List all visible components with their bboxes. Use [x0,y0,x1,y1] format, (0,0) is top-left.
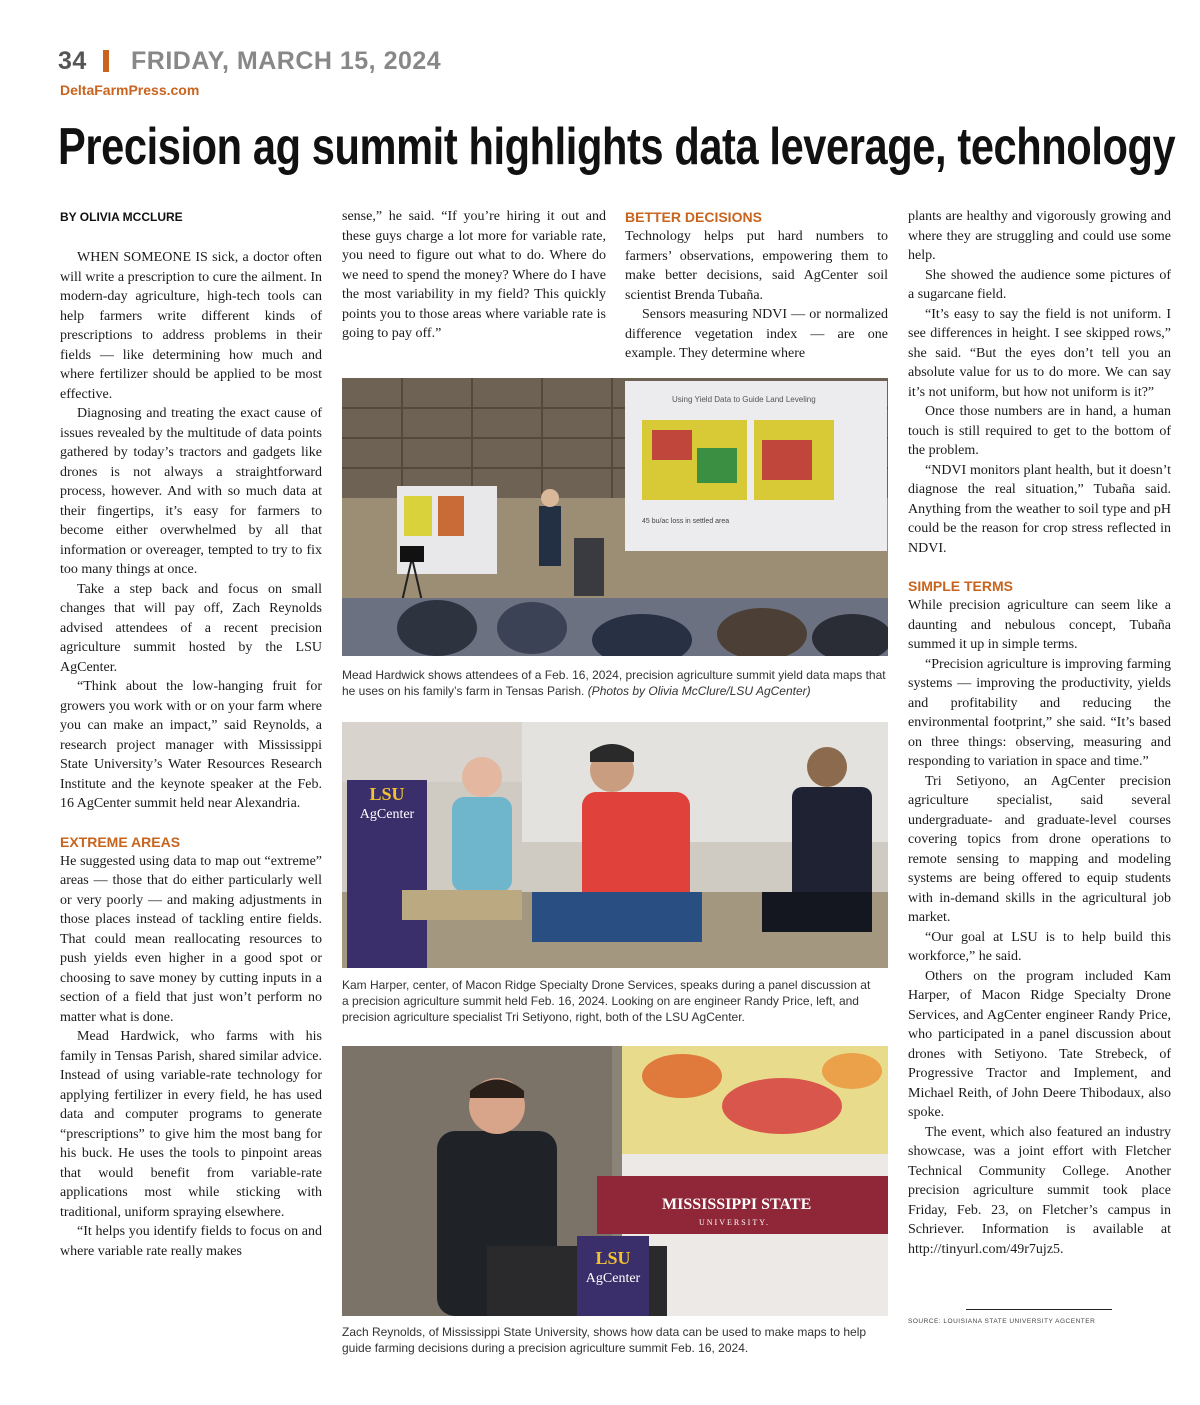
paragraph: “NDVI monitors plant health, but it doesn’t diagnose the real situation,” Tubaña said. Anything from the weather to soil type and pH could be the reason for crop stress reflected in NDVI. [908,462,1171,556]
paragraph: sense,” he said. “If you’re hiring it out and these guys charge a lot more for variable rate, you need to figure out what to do. Where do we need to spend the money? Where do I have the most variability in my field? This quickly points you to those areas where variable rate is going to pay off.” [342,209,606,341]
photo-keynote-speaker [342,1046,888,1316]
photo-3-caption: Zach Reynolds, of Mississippi State University, shows how data can be used to make maps to help guide farming decisions during a precision agriculture summit Feb. 16, 2024. [342,1325,867,1355]
paragraph: “It’s easy to say the field is not uniform. I see differences in height. I see skipped rows,” she said. “But the eyes don’t tell you an absolute value for us to do more. We can say it’s not uniform, but how not uniform is it?” [908,306,1171,400]
screen-text: MISSISSIPPI STATE [662,1196,812,1213]
photo-yield-data-presentation [342,378,888,656]
column-1 [60,248,322,1261]
paragraph: WHEN SOMEONE IS sick, a doctor often will write a prescription to cure the ailment. In modern-day agriculture, high-tech tools can help farmers write different kinds of prescriptions to address problems in their fields — like determining how much and where fertilizer should be applied to be most effective. [60,250,322,402]
paragraph: Once those numbers are in hand, a human touch is still required to get to the bottom of the problem. [908,404,1171,458]
subhead-extreme-areas: EXTREME AREAS [60,833,181,850]
slide-title: Using Yield Data to Guide Land Leveling [672,395,816,404]
paragraph: “Our goal at LSU is to help build this workforce,” he said. [908,929,1171,964]
paragraph: Technology helps put hard numbers to farmers’ observations, empowering them to make better decisions, said AgCenter soil scientist Brenda Tubaña. [625,229,888,303]
podium-text: AgCenter [585,1271,641,1286]
paragraph: plants are healthy and vigorously growing and where they are struggling and could use some help. [908,209,1171,263]
page-number: 34 [58,47,87,75]
paragraph: “Think about the low-hanging fruit for growers you work with or on your farm where you can make an impact,” said Reynolds, a research project manager with Mississippi State University’s Water Resources Research Institute and the keynote speaker at the Feb. 16 AgCenter summit held near Alexandria. [60,679,322,811]
column-3 [625,207,888,364]
paragraph: While precision agriculture can seem like a daunting and nebulous concept, Tubaña summed it up in simple terms. [908,598,1171,652]
paragraph: The event, which also featured an industry showcase, was a joint effort with Fletcher Technical Community College. Another precision agriculture summit took place Friday, Feb. 23, on Fletcher’s campus in Schriever. Information is available at http://tinyurl.com/49r7ujz5. [908,1124,1171,1257]
paragraph: He suggested using data to map out “extreme” areas — those that do either particularly well or very poorly — and making adjustments in those places instead of tackling entire fields. That could mean reallocating resources to push yields even higher in a good spot or choosing to save money by cutting inputs in a section of a field that just won’t perform no matter what is done. [60,853,322,1025]
photo-1-caption [342,667,888,699]
subhead-simple-terms: SIMPLE TERMS [908,578,1014,594]
photo-panel-discussion [342,722,888,968]
photo-credit: (Photos by Olivia McClure/LSU AgCenter) [587,684,811,698]
byline: BY OLIVIA MCCLURE [60,210,183,224]
subhead-better-decisions: BETTER DECISIONS [625,209,762,225]
masthead-divider [103,50,109,72]
paragraph: Diagnosing and treating the exact cause of issues revealed by the multitude of data points gathered by today’s tractors and gadgets like drones is not always a straightforward process, however. And with so much data at their fingertips, it’s easy for farmers to become either overwhelmed by all that information or overeager, tempted to try to fix too many things at once. [60,406,322,577]
paragraph: Others on the program included Kam Harper, of Macon Ridge Specialty Drone Services, and AgCenter engineer Randy Price, who participated in a panel discussion about drones with Setiyono. Tate Strebeck, of Progressive Tractor and Implement, and Michael Reith, of John Deere Thibodaux, also spoke. [908,968,1171,1120]
paragraph: She showed the audience some pictures of a sugarcane field. [908,267,1171,302]
banner-logo: LSU [369,784,405,804]
caption-text: Mead Hardwick shows attendees of a Feb. 16, 2024, precision agriculture summit yield data maps that he uses on his family’s farm in Tensas Parish. [342,668,886,698]
end-rule [966,1309,1112,1310]
paragraph: “Precision agriculture is improving farming systems — improving the productivity, yields and profitability and reducing the environmental footprint,” she said. “It’s based on three things: observing, measuring and responding to variation in space and time.” [908,656,1171,769]
issue-date: FRIDAY, MARCH 15, 2024 [131,47,442,75]
paragraph: Take a step back and focus on small changes that will pay off, Zach Reynolds advised attendees of a recent precision agriculture summit hosted by the LSU AgCenter. [60,581,322,675]
paragraph: Mead Hardwick, who farms with his family in Tensas Parish, shared similar advice. Instead of using variable-rate technology for applying fertilizer in every field, he has used data and computer programs to generate “prescriptions” to give him the most bang for his buck. He uses the tools to pinpoint areas that would benefit from variable-rate applications most while sticking with traditional, uniform spraying elsewhere. [60,1029,322,1220]
podium-logo: LSU [595,1248,631,1268]
site-link[interactable]: DeltaFarmPress.com [60,82,200,98]
paragraph: Tri Setiyono, an AgCenter precision agriculture specialist, said several undergraduate- and graduate-level courses covering topics from drone operations to remote sensing to mapping and modeling systems are being offered to equip students with in-demand skills in the agricultural job market. [908,773,1171,925]
screen-subtext: UNIVERSITY. [699,1218,770,1227]
paragraph: “It helps you identify fields to focus on and where variable rate really makes [60,1224,322,1259]
slide-caption: 45 bu/ac loss in settled area [642,518,730,525]
headline: Precision ag summit highlights data leverage, technology [58,118,1176,176]
column-4 [908,207,1171,1259]
column-2 [342,207,606,344]
source-note: SOURCE: LOUISIANA STATE UNIVERSITY AGCENTER [908,1318,1096,1325]
photo-2-caption: Kam Harper, center, of Macon Ridge Specialty Drone Services, speaks during a panel discussion at a precision agriculture summit held Feb. 16, 2024. Looking on are engineer Randy Price, left, and precision agriculture specialist Tri Setiyono, right, both of the LSU AgCenter. [342,978,871,1024]
banner-text: AgCenter [359,807,415,822]
paragraph: Sensors measuring NDVI — or normalized difference vegetation index — are one example. They determine where [625,307,888,361]
